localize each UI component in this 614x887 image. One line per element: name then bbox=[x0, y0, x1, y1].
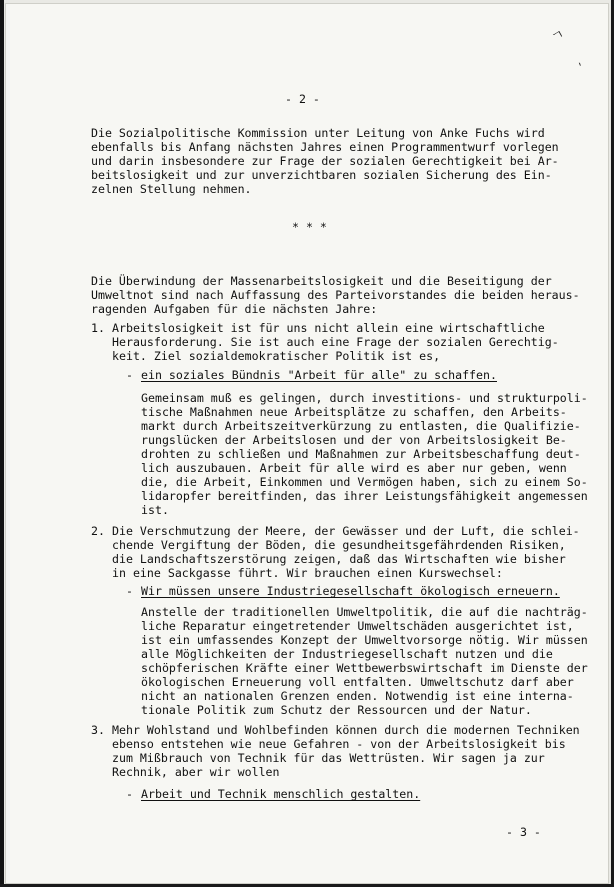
body-line: ist. bbox=[141, 503, 169, 517]
body-line: tische Maßnahmen neue Arbeitsplätze zu schaffen, den Arbeits- bbox=[141, 405, 567, 419]
body-line: Anstelle der traditionellen Umweltpolitik, die auf die nachträg- bbox=[141, 605, 588, 619]
item-line: in eine Sackgasse führt. Wir brauchen einen Kurswechsel: bbox=[112, 566, 503, 580]
goal-dash: - bbox=[126, 584, 133, 598]
body-line: liche Reparatur eingetretender Umweltschäden ausgerichtet ist, bbox=[141, 619, 574, 633]
next-page-indicator: - 3 - bbox=[506, 825, 541, 839]
body-line: tionale Politik zum Schutz der Ressourcen und der Natur. bbox=[141, 703, 532, 717]
item-number: 3. bbox=[91, 723, 105, 737]
intro-line: und darin insbesondere zur Frage der sozialen Gerechtigkeit bei Ar- bbox=[91, 154, 559, 168]
item-line: Mehr Wohlstand und Wohlbefinden können durch die modernen Techniken bbox=[112, 723, 580, 737]
body-line: alle Möglichkeiten der Industriegesellschaft nutzen und die bbox=[141, 647, 553, 661]
body-line: ist ein umfassendes Konzept der Umweltvorsorge nötig. Wir müssen bbox=[141, 633, 588, 647]
item-line: chende Vergiftung der Böden, die gesundheitsgefährdenden Risiken, bbox=[112, 538, 566, 552]
goal-heading: Arbeit und Technik menschlich gestalten. bbox=[141, 787, 421, 801]
item-line: die Landschaftszerstörung zeigen, daß das Wirtschaften wie bisher bbox=[112, 552, 566, 566]
intro-line: zelnen Stellung nehmen. bbox=[91, 182, 252, 196]
item-line: Rechnik, aber wir wollen bbox=[112, 765, 280, 779]
body-line: Gemeinsam muß es gelingen, durch investitions- und strukturpoli- bbox=[141, 391, 588, 405]
item-number: 1. bbox=[91, 321, 105, 335]
item-line: ebenso entstehen wie neue Gefahren - von der Arbeitslosigkeit bis bbox=[112, 737, 566, 751]
section-separator: * * * bbox=[292, 220, 327, 234]
body-line: rungslücken der Arbeitslosen und der von Arbeitslosigkeit Be- bbox=[141, 433, 567, 447]
body-line: markt durch Arbeitszeitverkürzung zu entlasten, die Qualifizie- bbox=[141, 419, 581, 433]
paragraph-line: Die Überwindung der Massenarbeitslosigkeit und die Beseitigung der bbox=[91, 274, 552, 288]
body-line: lidaropfer bereitfinden, das ihrer Leistungsfähigkeit angemessen bbox=[141, 489, 588, 503]
goal-heading: Wir müssen unsere Industriegesellschaft ökologisch erneuern. bbox=[141, 584, 560, 598]
goal-heading: ein soziales Bündnis "Arbeit für alle" zu schaffen. bbox=[141, 368, 497, 382]
item-line: Arbeitslosigkeit ist für uns nicht allein eine wirtschaftliche bbox=[112, 321, 545, 335]
body-line: die, die Arbeit, Einkommen und Vermögen haben, sich zu einem So- bbox=[141, 475, 588, 489]
scan-edge-left bbox=[0, 0, 4, 887]
body-line: ökologischen Erneuerung voll entfalten. Umweltschutz darf aber bbox=[141, 675, 574, 689]
goal-dash: - bbox=[126, 787, 133, 801]
body-line: nicht an nationalen Grenzen enden. Notwendig ist eine interna- bbox=[141, 689, 574, 703]
scan-mark: ˎ bbox=[575, 50, 589, 67]
scan-mark: ㄱ bbox=[549, 26, 568, 47]
item-number: 2. bbox=[91, 524, 105, 538]
goal-dash: - bbox=[126, 368, 133, 382]
page-number: - 2 - bbox=[285, 92, 320, 106]
intro-line: Die Sozialpolitische Kommission unter Leitung von Anke Fuchs wird bbox=[91, 126, 545, 140]
intro-line: beitslosigkeit und zur unverzichtbaren sozialen Sicherung des Ein- bbox=[91, 168, 552, 182]
paragraph-line: Umweltnot sind nach Auffassung des Parteivorstandes die beiden heraus- bbox=[91, 288, 580, 302]
body-line: drohten zu schließen und Maßnahmen zur Arbeitsbeschaffung deut- bbox=[141, 447, 581, 461]
intro-line: ebenfalls bis Anfang nächsten Jahres einen Programmentwurf vorlegen bbox=[91, 140, 559, 154]
body-line: lich auszubauen. Arbeit für alle wird es aber nur geben, wenn bbox=[141, 461, 567, 475]
item-line: Herausforderung. Sie ist auch eine Frage der sozialen Gerechtig- bbox=[112, 335, 559, 349]
item-line: zum Mißbrauch von Technik für das Wettrüsten. Wir sagen ja zur bbox=[112, 751, 545, 765]
item-line: keit. Ziel sozialdemokratischer Politik ist es, bbox=[112, 349, 441, 363]
item-line: Die Verschmutzung der Meere, der Gewässer und der Luft, die schlei- bbox=[112, 524, 580, 538]
paragraph-line: ragenden Aufgaben für die nächsten Jahre: bbox=[91, 302, 378, 316]
body-line: schöpferischen Kräfte einer Wettbewerbswirtschaft im Dienste der bbox=[141, 661, 588, 675]
